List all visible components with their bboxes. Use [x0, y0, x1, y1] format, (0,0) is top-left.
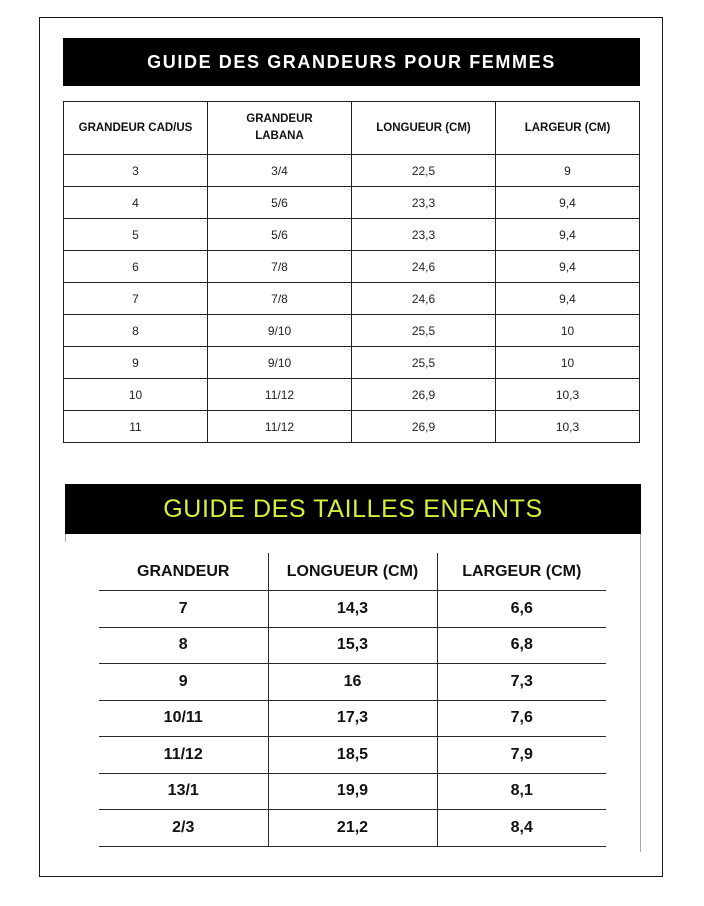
table-row: [99, 773, 606, 810]
table-row: [64, 379, 640, 411]
labana-size-cell: 9/10: [208, 347, 352, 379]
size-cell: 9: [99, 664, 268, 701]
table-row: [64, 347, 640, 379]
table-header-row: [99, 553, 606, 591]
width-cell: 6,6: [437, 591, 606, 628]
column-header-length: LONGUEUR (CM): [268, 553, 437, 591]
kids-size-guide-title: GUIDE DES TAILLES ENFANTS: [65, 484, 641, 534]
size-cell: 8: [99, 627, 268, 664]
length-cell: 22,5: [352, 155, 496, 187]
column-header-width: LARGEUR (CM): [437, 553, 606, 591]
length-cell: 26,9: [352, 411, 496, 443]
cad-us-size-cell: 5: [64, 219, 208, 251]
width-cell: 9,4: [496, 283, 640, 315]
width-cell: 7,3: [437, 664, 606, 701]
width-cell: 10: [496, 347, 640, 379]
table-row: [64, 251, 640, 283]
cad-us-size-cell: 4: [64, 187, 208, 219]
labana-size-cell: 7/8: [208, 283, 352, 315]
size-cell: 13/1: [99, 773, 268, 810]
women-size-guide-title: GUIDE DES GRANDEURS POUR FEMMES: [63, 38, 640, 86]
length-cell: 23,3: [352, 187, 496, 219]
length-cell: 23,3: [352, 219, 496, 251]
kids-section-left-rule: [65, 534, 66, 542]
column-header-length: LONGUEUR (CM): [352, 102, 496, 155]
length-cell: 19,9: [268, 773, 437, 810]
table-row: [99, 627, 606, 664]
size-cell: 2/3: [99, 810, 268, 847]
cad-us-size-cell: 7: [64, 283, 208, 315]
width-cell: 7,6: [437, 700, 606, 737]
cad-us-size-cell: 3: [64, 155, 208, 187]
table-row: [99, 700, 606, 737]
labana-size-cell: 11/12: [208, 379, 352, 411]
column-header-labana-size: [208, 102, 352, 155]
table-row: [64, 219, 640, 251]
labana-size-cell: 3/4: [208, 155, 352, 187]
column-header-cad-us-size: GRANDEUR CAD/US: [64, 102, 208, 155]
length-cell: 24,6: [352, 251, 496, 283]
width-cell: 10,3: [496, 411, 640, 443]
length-cell: 14,3: [268, 591, 437, 628]
labana-size-cell: 9/10: [208, 315, 352, 347]
length-cell: 15,3: [268, 627, 437, 664]
width-cell: 10: [496, 315, 640, 347]
labana-size-cell: 7/8: [208, 251, 352, 283]
table-row: [64, 411, 640, 443]
width-cell: 10,3: [496, 379, 640, 411]
width-cell: 9,4: [496, 251, 640, 283]
table-row: [64, 155, 640, 187]
length-cell: 26,9: [352, 379, 496, 411]
width-cell: 8,4: [437, 810, 606, 847]
column-header-width: LARGEUR (CM): [496, 102, 640, 155]
width-cell: 9,4: [496, 219, 640, 251]
labana-size-cell: 5/6: [208, 219, 352, 251]
cad-us-size-cell: 10: [64, 379, 208, 411]
labana-size-cell: 11/12: [208, 411, 352, 443]
table-row: [99, 737, 606, 774]
length-cell: 25,5: [352, 315, 496, 347]
length-cell: 21,2: [268, 810, 437, 847]
width-cell: 9: [496, 155, 640, 187]
table-row: [64, 187, 640, 219]
column-header-size: GRANDEUR: [99, 553, 268, 591]
length-cell: 24,6: [352, 283, 496, 315]
cad-us-size-cell: 9: [64, 347, 208, 379]
length-cell: 17,3: [268, 700, 437, 737]
width-cell: 9,4: [496, 187, 640, 219]
length-cell: 18,5: [268, 737, 437, 774]
table-row: [99, 591, 606, 628]
labana-size-cell: 5/6: [208, 187, 352, 219]
length-cell: 16: [268, 664, 437, 701]
women-size-table: [63, 101, 640, 443]
width-cell: 6,8: [437, 627, 606, 664]
kids-section-right-rule: [640, 534, 641, 852]
size-cell: 7: [99, 591, 268, 628]
table-row: [64, 315, 640, 347]
table-row: [64, 283, 640, 315]
cad-us-size-cell: 6: [64, 251, 208, 283]
cad-us-size-cell: 11: [64, 411, 208, 443]
table-row: [99, 810, 606, 847]
cad-us-size-cell: 8: [64, 315, 208, 347]
width-cell: 7,9: [437, 737, 606, 774]
width-cell: 8,1: [437, 773, 606, 810]
table-header-row: [64, 102, 640, 155]
kids-size-table: [99, 553, 606, 847]
size-cell: 11/12: [99, 737, 268, 774]
column-header-labana-size-label: GRANDEUR LABANA: [246, 113, 313, 142]
length-cell: 25,5: [352, 347, 496, 379]
table-row: [99, 664, 606, 701]
size-cell: 10/11: [99, 700, 268, 737]
